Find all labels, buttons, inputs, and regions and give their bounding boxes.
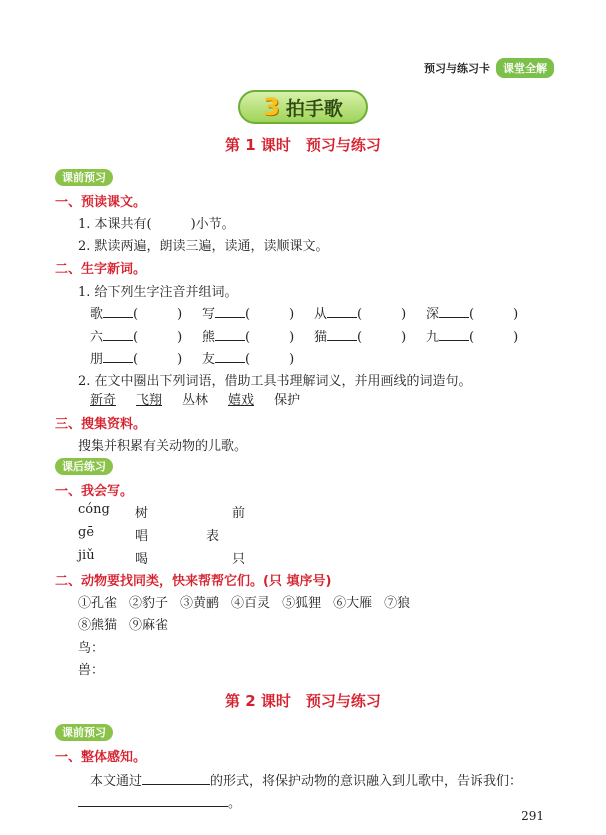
write-char: 前 <box>232 506 246 521</box>
bird-label: 鸟： <box>78 641 105 656</box>
lesson-name: 拍手歌 <box>285 97 343 120</box>
pinyin: gē <box>78 525 95 540</box>
tag-preview-2: 课前预习 <box>55 724 113 741</box>
word-item: 嬉戏 <box>228 393 255 408</box>
char-cell: 写 ( ) <box>202 307 295 322</box>
s2-line-1: 1. 给下列生字注音并组词。 <box>78 285 238 300</box>
word-item: 保护 <box>274 393 301 408</box>
period-1-title: 第 1 课时 预习与练习 <box>225 136 381 154</box>
s3-line-1: 搜集并积累有关动物的儿歌。 <box>78 439 248 454</box>
s1-line-2: 2. 默读两遍，朗读三遍，读通，读顺课文。 <box>78 239 329 254</box>
word-item: 丛林 <box>182 393 209 408</box>
animal-item: ⑥大雁 <box>333 596 373 611</box>
char-cell: 九 ( ) <box>426 330 519 345</box>
q1-line-2: 。 <box>78 792 241 811</box>
char-cell: 猫 ( ) <box>314 330 407 345</box>
word-list <box>90 389 300 408</box>
char-cell: 六 ( ) <box>90 330 183 345</box>
practice-1-title: 一、我会写。 <box>55 484 134 499</box>
animal-item: ②豹子 <box>129 596 169 611</box>
char-row-3 <box>90 348 314 367</box>
write-char: 喝 <box>135 552 149 567</box>
header-text: 预习与练习卡 <box>424 62 490 75</box>
tag-practice: 课后练习 <box>55 458 113 475</box>
animal-item: ①孔雀 <box>78 596 118 611</box>
char-cell: 歌 ( ) <box>90 307 183 322</box>
char-row-1 <box>90 303 538 322</box>
running-header <box>424 58 554 78</box>
write-char: 只 <box>232 552 246 567</box>
s1-line-1: 1. 本课共有( )小节。 <box>78 217 235 232</box>
pinyin: cóng <box>78 502 110 517</box>
char-cell: 朋 ( ) <box>90 352 183 367</box>
animal-item: ⑦狼 <box>384 596 411 611</box>
animal-row-1 <box>78 592 410 611</box>
tag-preview-1: 课前预习 <box>55 169 113 186</box>
animal-item: ⑤狐狸 <box>282 596 322 611</box>
char-cell: 友 ( ) <box>202 352 295 367</box>
header-badge: 课堂全解 <box>496 58 554 78</box>
q1-line-1: 本文通过 的形式，将保护动物的意识融入到儿歌中，告诉我们： <box>90 774 523 789</box>
char-cell: 深 ( ) <box>426 307 519 322</box>
answer-blank[interactable] <box>142 784 210 785</box>
write-char: 表 <box>206 529 220 544</box>
animal-item: ③黄鹂 <box>180 596 220 611</box>
word-item: 新奇 <box>90 393 117 408</box>
beast-label: 兽： <box>78 663 105 678</box>
period-2-title: 第 2 课时 预习与练习 <box>225 692 381 710</box>
answer-blank[interactable] <box>78 806 228 807</box>
page-number: 291 <box>521 809 544 823</box>
char-row-2 <box>90 326 538 345</box>
animal-item: ⑧熊猫 <box>78 618 118 633</box>
section-3-title: 三、搜集资料。 <box>55 417 147 432</box>
animal-item: ⑨麻雀 <box>129 618 169 633</box>
animal-item: ④百灵 <box>231 596 271 611</box>
write-char: 唱 <box>135 529 149 544</box>
q1-title: 一、整体感知。 <box>55 750 147 765</box>
practice-2-title: 二、动物要找同类，快来帮帮它们。(只 填序号) <box>55 574 332 589</box>
pinyin: jiǔ <box>78 548 95 563</box>
char-cell: 熊 ( ) <box>202 330 295 345</box>
char-cell: 从 ( ) <box>314 307 407 322</box>
write-char: 树 <box>135 506 149 521</box>
section-1-title: 一、预读课文。 <box>55 195 147 210</box>
word-item: 飞翔 <box>136 393 163 408</box>
animal-row-2 <box>78 614 168 633</box>
s2-line-2: 2. 在文中圈出下列词语，借助工具书理解词义，并用画线的词造句。 <box>78 374 472 389</box>
lesson-title-banner <box>238 90 368 124</box>
section-2-title: 二、生字新词。 <box>55 262 147 277</box>
lesson-number: 3 <box>263 93 280 121</box>
